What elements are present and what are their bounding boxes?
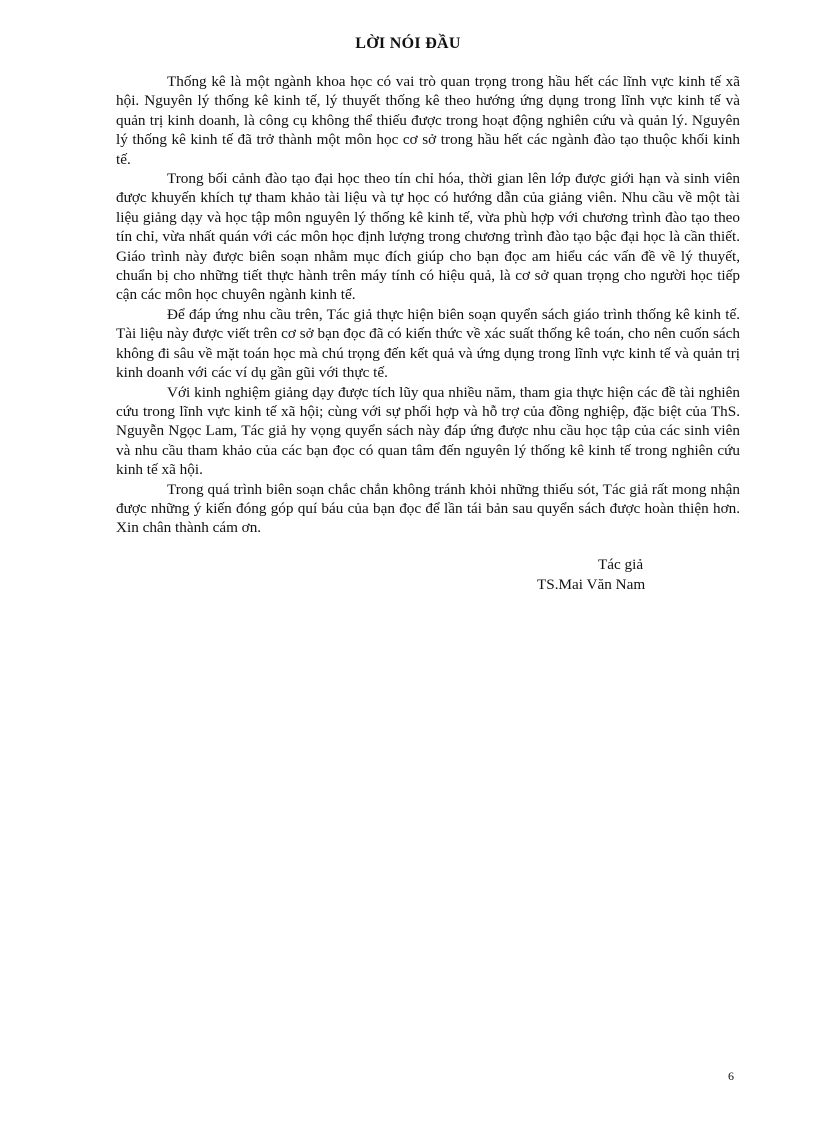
paragraph-5: Trong quá trình biên soạn chắc chắn không tránh khỏi những thiếu sót, Tác giả rất mong nhận được những ý kiến đóng góp quí báu của bạn đọc để lần tái bản sau quyển sách được hoàn thiện hơn. Xin chân thành cám ơn. [116,480,740,537]
paragraph-4: Với kinh nghiệm giảng dạy được tích lũy qua nhiều năm, tham gia thực hiện các đề tài nghiên cứu trong lĩnh vực kinh tế xã hội; cùng với sự phối hợp và hỗ trợ của đồng nghiệp, đặc biệt của ThS. Nguyễn Ngọc Lam, Tác giả hy vọng quyển sách này đáp ứng được nhu cầu học tập của các sinh viên và nhu cầu tham khảo của các bạn đọc có quan tâm đến nguyên lý thống kê kinh tế trong nghiên cứu kinh tế xã hội. [116,383,740,479]
author-role: Tác giả [598,556,644,573]
paragraph-1: Thống kê là một ngành khoa học có vai trò quan trọng trong hầu hết các lĩnh vực kinh tế xã hội. Nguyên lý thống kê kinh tế, lý thuyết thống kê theo hướng ứng dụng trong lĩnh vực kinh tế và quản trị kinh doanh, là công cụ không thể thiếu được trong hoạt động nghiên cứu và quản lý. Nguyên lý thống kê kinh tế đã trở thành một môn học cơ sở trong hầu hết các ngành đào tạo thuộc khối kinh tế. [116,73,740,168]
author-name: TS.Mai Văn Nam [537,576,646,593]
page-title: LỜI NÓI ĐẦU [355,35,461,52]
preface-body [116,72,740,538]
page-number: 6 [728,1069,734,1083]
author-signature [520,555,720,595]
paragraph-2: Trong bối cảnh đào tạo đại học theo tín chỉ hóa, thời gian lên lớp được giới hạn và sinh viên được khuyến khích tự tham khảo tài liệu và tự học có hướng dẫn của giảng viên. Nhu cầu về một tài liệu giảng dạy và học tập môn nguyên lý thống kê kinh tế, vừa phù hợp với chương trình đào tạo theo tín chỉ, vừa nhất quán với các môn học định lượng trong chương trình đào tạo bậc đại học là cần thiết. Giáo trình này được biên soạn nhằm mục đích giúp cho bạn đọc am hiểu các vấn đề về lý thuyết, chuẩn bị cho những tiết thực hành trên máy tính có hiệu quả, là cơ sở quan trọng cho người học tiếp cận các môn học chuyên ngành kinh tế. [116,170,740,304]
paragraph-3: Để đáp ứng nhu cầu trên, Tác giả thực hiện biên soạn quyển sách giáo trình thống kê kinh tế. Tài liệu này được viết trên cơ sở bạn đọc đã có kiến thức về xác suất thống kê toán, cho nên cuốn sách không đi sâu về mặt toán học mà chú trọng đến kết quả và ứng dụng trong lĩnh vực kinh tế và quản trị kinh doanh với các ví dụ gần gũi với thực tế. [116,305,740,382]
